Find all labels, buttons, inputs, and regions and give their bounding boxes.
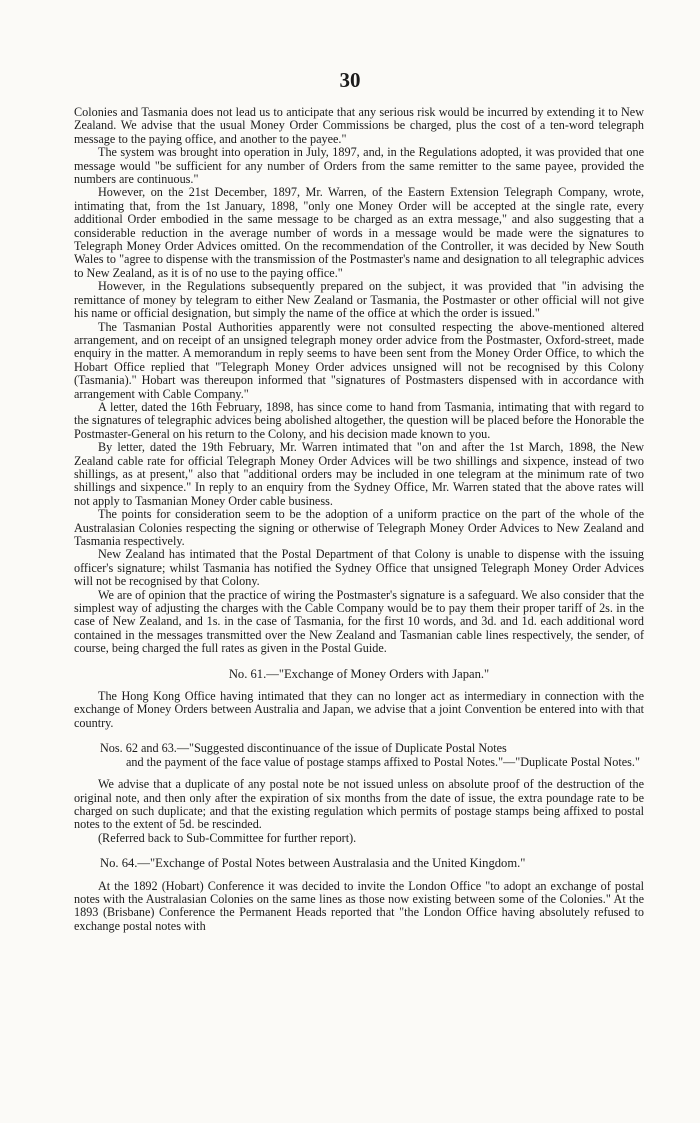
page-number: 30 bbox=[339, 68, 361, 92]
paragraph: The points for consideration seem to be the adoption of a uniform practice on the part of the whole of the Australasian Colonies respecting the signing or otherwise of Telegraph Money Order Advices to New Zealand and Tasmania respectively. bbox=[74, 507, 644, 548]
paragraph: However, in the Regulations subsequently prepared on the subject, it was provided that "in advising the remittance of money by telegram to either New Zealand or Tasmania, the Postmaster or other official will not give his name or official designation, but simply the name of the office at which the order is issued." bbox=[74, 279, 644, 321]
section-heading-62-63 bbox=[100, 742, 644, 769]
paragraph: However, on the 21st December, 1897, Mr. Warren, of the Eastern Extension Telegraph Company, wrote, intimating that, from the 1st January, 1898, "only one Money Order will be accepted at the single rate, every additional Order embodied in the same message to be charged as an extra message," and also suggesting that a considerable reduction in the average number of words in a message would be made were the signatures to Telegraph Money Order Advices omitted. On the recommendation of the Controller, it was decided by New South Wales to "agree to dispense with the transmission of the Postmaster's name and designation to all telegraphic advices to New Zealand, as it is of no use to the paying office." bbox=[74, 185, 644, 280]
paragraph: By letter, dated the 19th February, Mr. Warren intimated that "on and after the 1st March, 1898, the New Zealand cable rate for official Telegraph Money Order Advices will be two shillings and sixpence, instead of two shillings, as at present," also that "additional orders may be included in one telegram at the minimum rate of two shillings and sixpence." In reply to an enquiry from the Sydney Office, Mr. Warren stated that the above rates will not apply to Tasmanian Money Order cable business. bbox=[74, 440, 644, 508]
paragraph: Colonies and Tasmania does not lead us to anticipate that any serious risk would be incurred by extending it to New Zealand. We advise that the usual Money Order Commissions be charged, plus the cost of a ten-word telegraph message to the paying office, and another to the payee." bbox=[74, 105, 644, 146]
paragraph: A letter, dated the 16th February, 1898, has since come to hand from Tasmania, intimating that with regard to the signatures of telegraphic advices being abolished altogether, the question will be placed before the Honorable the Postmaster-General on his return to the Colony, and his decision made known to you. bbox=[74, 399, 644, 441]
heading-line: Nos. 62 and 63.—"Suggested discontinuance of the issue of Duplicate Postal Notes bbox=[100, 741, 507, 756]
paragraph: The system was brought into operation in July, 1897, and, in the Regulations adopted, it was provided that one message would "be sufficient for any number of Orders from the same remitter to the same payee, provided the numbers are continuous." bbox=[74, 145, 644, 187]
document-body bbox=[74, 106, 644, 933]
paragraph: New Zealand has intimated that the Postal Department of that Colony is unable to dispense with the issuing officer's signature; whilst Tasmania has notified the Sydney Office that unsigned Telegraph Money Order Advices will not be recognised by that Colony. bbox=[74, 547, 644, 589]
paragraph: We are of opinion that the practice of wiring the Postmaster's signature is a safeguard. We also consider that the simplest way of adjusting the charges with the Cable Company would be to pay them their proper tariff of 2s. in the case of New Zealand, and 1s. in the case of Tasmania, for the first 10 words, and 3d. and 1d. each additional word contained in the messages transmitted over the New Zealand and Tasmanian cable lines respectively, the sender, of course, being charged the full rates as given in the Postal Guide. bbox=[74, 587, 644, 656]
section-heading-61: No. 61.—"Exchange of Money Orders with Japan." bbox=[228, 666, 490, 681]
paragraph: The Tasmanian Postal Authorities apparently were not consulted respecting the above-mentioned altered arrangement, and on receipt of an unsigned telegraph money order advice from the Postmaster, Oxford-street, made enquiry in the matter. A memorandum in reply seems to have been sent from the Money Order Office, to which the Hobart Office replied that "Telegraph Money Order advices unsigned will not be recognised by this Colony (Tasmania)." Hobart was thereupon informed that "signatures of Postmasters dispensed with in accordance with arrangement with Cable Company." bbox=[74, 319, 644, 401]
paragraph: At the 1892 (Hobart) Conference it was decided to invite the London Office "to adopt an exchange of postal notes with the Australasian Colonies on the same lines as those now existing between some of the Colonies." At the 1893 (Brisbane) Conference the Permanent Heads reported that "the London Office having absolutely refused to exchange postal notes with bbox=[74, 878, 644, 933]
paragraph: The Hong Kong Office having intimated that they can no longer act as intermediary in connection with the exchange of Money Orders between Australia and Japan, we advise that a joint Convention be entered into with that country. bbox=[74, 689, 644, 730]
section-heading-64: No. 64.—"Exchange of Postal Notes between Australasia and the United Kingdom." bbox=[100, 856, 526, 871]
referral-note: (Referred back to Sub-Committee for further report). bbox=[98, 830, 357, 845]
heading-line: and the payment of the face value of postage stamps affixed to Postal Notes."—"Duplicate Postal Notes." bbox=[126, 754, 640, 769]
paragraph: We advise that a duplicate of any postal note be not issued unless on absolute proof of the destruction of the original note, and then only after the expiration of six months from the date of issue, the extra poundage rate to be charged on such duplicate; and that the existing regulation which permits of postage stamps being affixed to postal notes to the extent of 5d. be rescinded. bbox=[74, 777, 644, 832]
